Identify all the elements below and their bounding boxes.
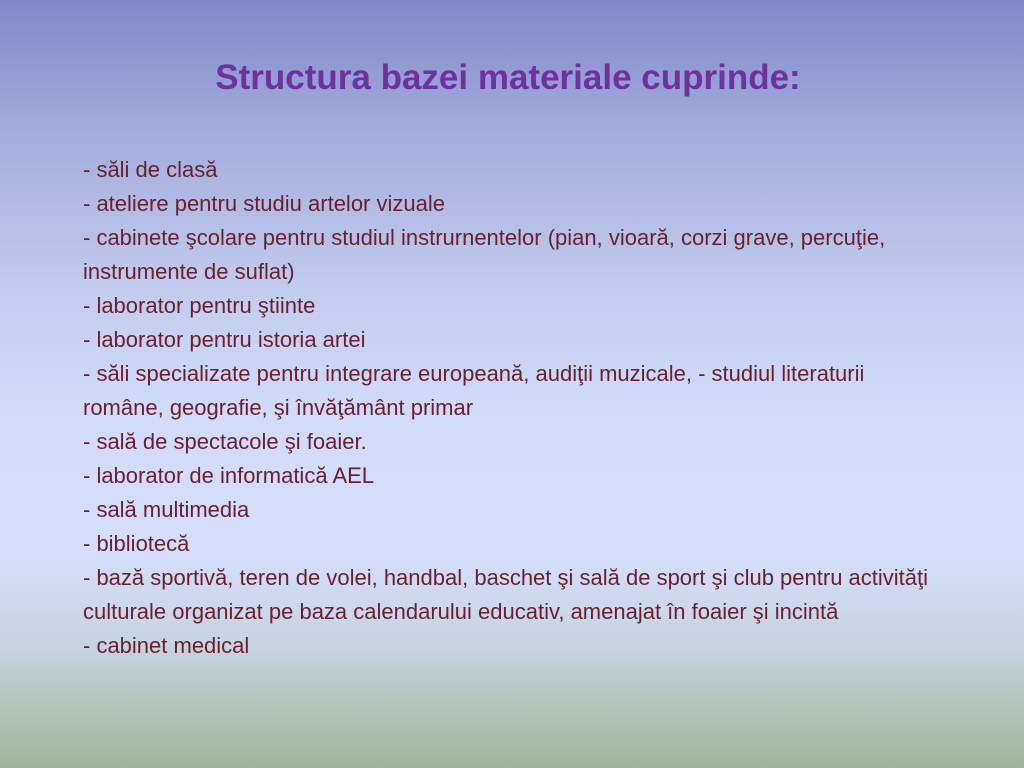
- list-item-visual-arts-workshops: - ateliere pentru studiu artelor vizuale: [83, 191, 445, 216]
- list-item-library: - bibliotecă: [83, 531, 190, 556]
- list-item-art-history-lab: - laborator pentru istoria artei: [83, 327, 366, 352]
- list-item-medical-office: - cabinet medical: [83, 633, 250, 658]
- list-item-classrooms: - săli de clasă: [83, 157, 218, 182]
- list-item-performance-hall: - sală de spectacole şi foaier.: [83, 429, 367, 454]
- list-item-multimedia-room: - sală multimedia: [83, 497, 250, 522]
- facilities-list: [83, 153, 933, 663]
- slide-title: Structura bazei materiale cuprinde:: [215, 58, 801, 97]
- list-item-sports-facilities: - bază sportivă, teren de volei, handbal, baschet şi sală de sport şi club pentru activităţi culturale organizat pe baza calendarului educativ, amenajat în foaier şi incintă: [83, 565, 929, 624]
- list-item-instrument-cabinets: - cabinete şcolare pentru studiul instrurnentelor (pian, vioară, corzi grave, percuţie, instrumente de suflat): [83, 225, 886, 284]
- list-item-specialized-rooms: - săli specializate pentru integrare europeană, audiţii muzicale, - studiul literaturii române, geografie, şi învăţământ primar: [83, 361, 865, 420]
- list-item-it-lab: - laborator de informatică AEL: [83, 463, 375, 488]
- list-item-science-lab: - laborator pentru ştiinte: [83, 293, 316, 318]
